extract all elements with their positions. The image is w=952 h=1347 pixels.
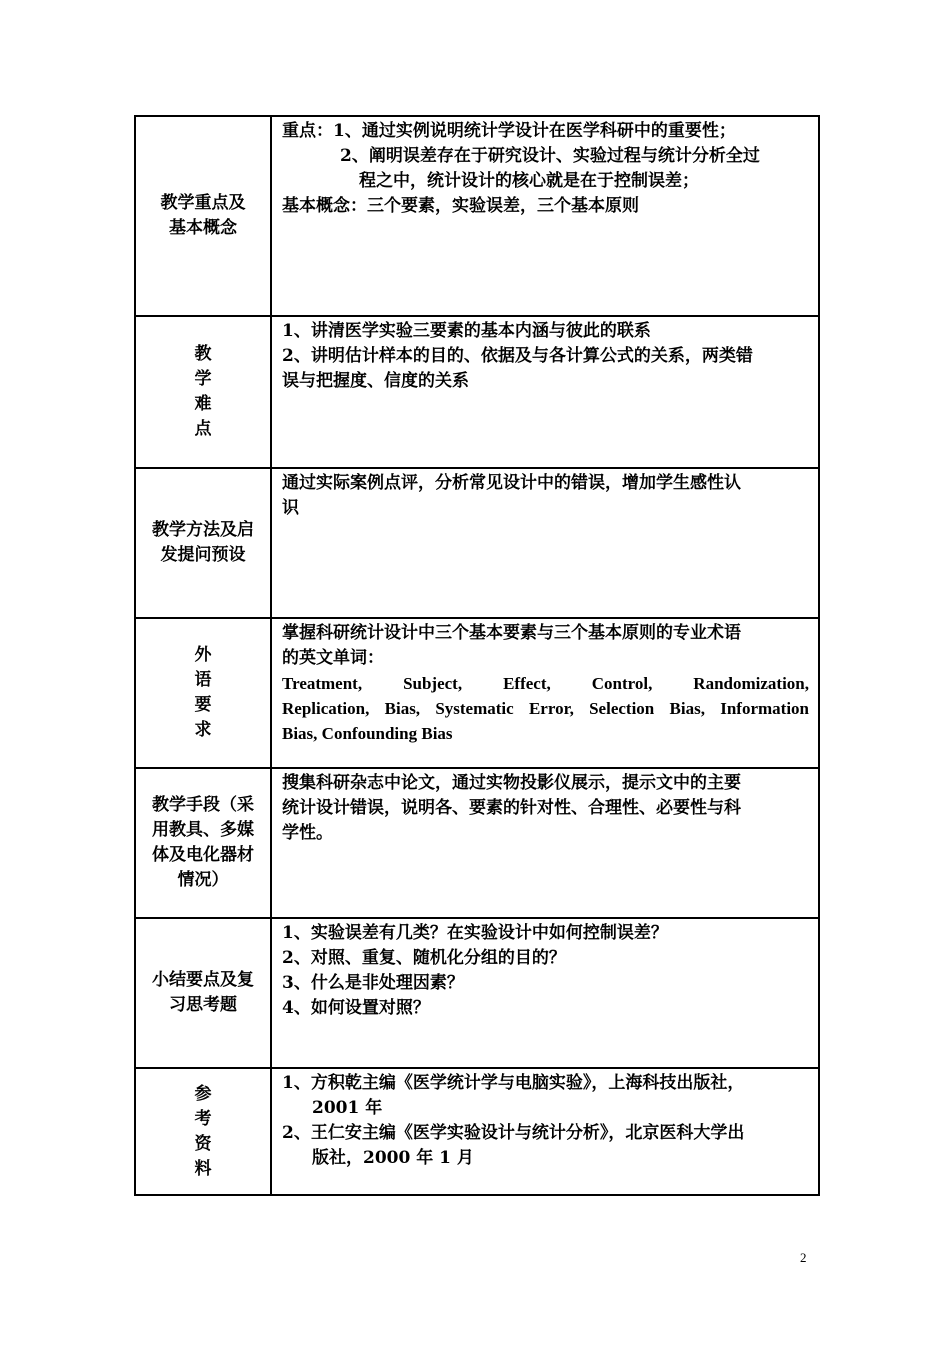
table-row-methods <box>135 468 819 618</box>
content-line: Treatment, Subject, Effect, Control, Randomization, <box>282 674 809 693</box>
content-line: 的英文单词： <box>282 648 384 668</box>
row-label-key-points: 教学重点及 基本概念 <box>135 116 271 316</box>
content-line: 2、对照、重复、随机化分组的目的？ <box>282 948 566 968</box>
row-content-methods <box>271 468 819 618</box>
row-label-teaching-means: 教学手段（采 用教具、多媒 体及电化器材 情况） <box>135 768 271 918</box>
content-line: 3、什么是非处理因素？ <box>282 973 464 993</box>
row-content-foreign-language <box>271 618 819 768</box>
row-content-summary <box>271 918 819 1068</box>
table-row-key-points <box>135 116 819 316</box>
row-content-difficulties <box>271 316 819 468</box>
content-line: 通过实际案例点评，分析常见设计中的错误，增加学生感性认 <box>282 473 741 493</box>
content-line: Bias, Confounding Bias <box>282 724 453 743</box>
content-line: 1、方积乾主编《医学统计学与电脑实验》，上海科技出版社， <box>282 1073 745 1093</box>
table-row-teaching-means <box>135 768 819 918</box>
content-line: 2、王仁安主编《医学实验设计与统计分析》，北京医科大学出 <box>282 1123 745 1143</box>
content-line: 1、实验误差有几类？在实验设计中如何控制误差？ <box>282 923 668 943</box>
row-label-references: 参 考 资 料 <box>135 1068 271 1195</box>
table-row-summary <box>135 918 819 1068</box>
content-line: 程之中，统计设计的核心就是在于控制误差； <box>359 171 699 191</box>
content-line: 掌握科研统计设计中三个基本要素与三个基本原则的专业术语 <box>282 623 741 643</box>
content-line: 1、讲清医学实验三要素的基本内涵与彼此的联系 <box>282 321 651 341</box>
content-line: 学性。 <box>282 823 333 843</box>
content-line: 版社，2000 年 1 月 <box>312 1148 474 1168</box>
row-content-references <box>271 1068 819 1195</box>
syllabus-table <box>134 115 820 1196</box>
content-line: Replication, Bias, Systematic Error, Selection Bias, Information <box>282 699 809 718</box>
row-label-difficulties: 教 学 难 点 <box>135 316 271 468</box>
table-row-difficulties <box>135 316 819 468</box>
table-row-foreign-language <box>135 618 819 768</box>
content-line: 4、如何设置对照？ <box>282 998 430 1018</box>
row-content-key-points <box>271 116 819 316</box>
content-line: 基本概念：三个要素，实验误差，三个基本原则 <box>282 196 639 216</box>
page-number: 2 <box>800 1250 807 1265</box>
table-row-references <box>135 1068 819 1195</box>
content-line: 2001 年 <box>312 1098 383 1118</box>
row-label-methods: 教学方法及启 发提问预设 <box>135 468 271 618</box>
content-line: 识 <box>282 498 299 518</box>
content-line: 2、阐明误差存在于研究设计、实验过程与统计分析全过 <box>340 146 760 166</box>
row-content-teaching-means <box>271 768 819 918</box>
row-label-foreign-language: 外 语 要 求 <box>135 618 271 768</box>
row-label-summary: 小结要点及复 习思考题 <box>135 918 271 1068</box>
content-line: 误与把握度、信度的关系 <box>282 371 469 391</box>
content-line: 统计设计错误，说明各、要素的针对性、合理性、必要性与科 <box>282 798 741 818</box>
content-line: 搜集科研杂志中论文，通过实物投影仪展示，提示文中的主要 <box>282 773 741 793</box>
content-line: 2、讲明估计样本的目的、依据及与各计算公式的关系，两类错 <box>282 346 753 366</box>
content-line: 重点：1、通过实例说明统计学设计在医学科研中的重要性； <box>282 121 736 141</box>
